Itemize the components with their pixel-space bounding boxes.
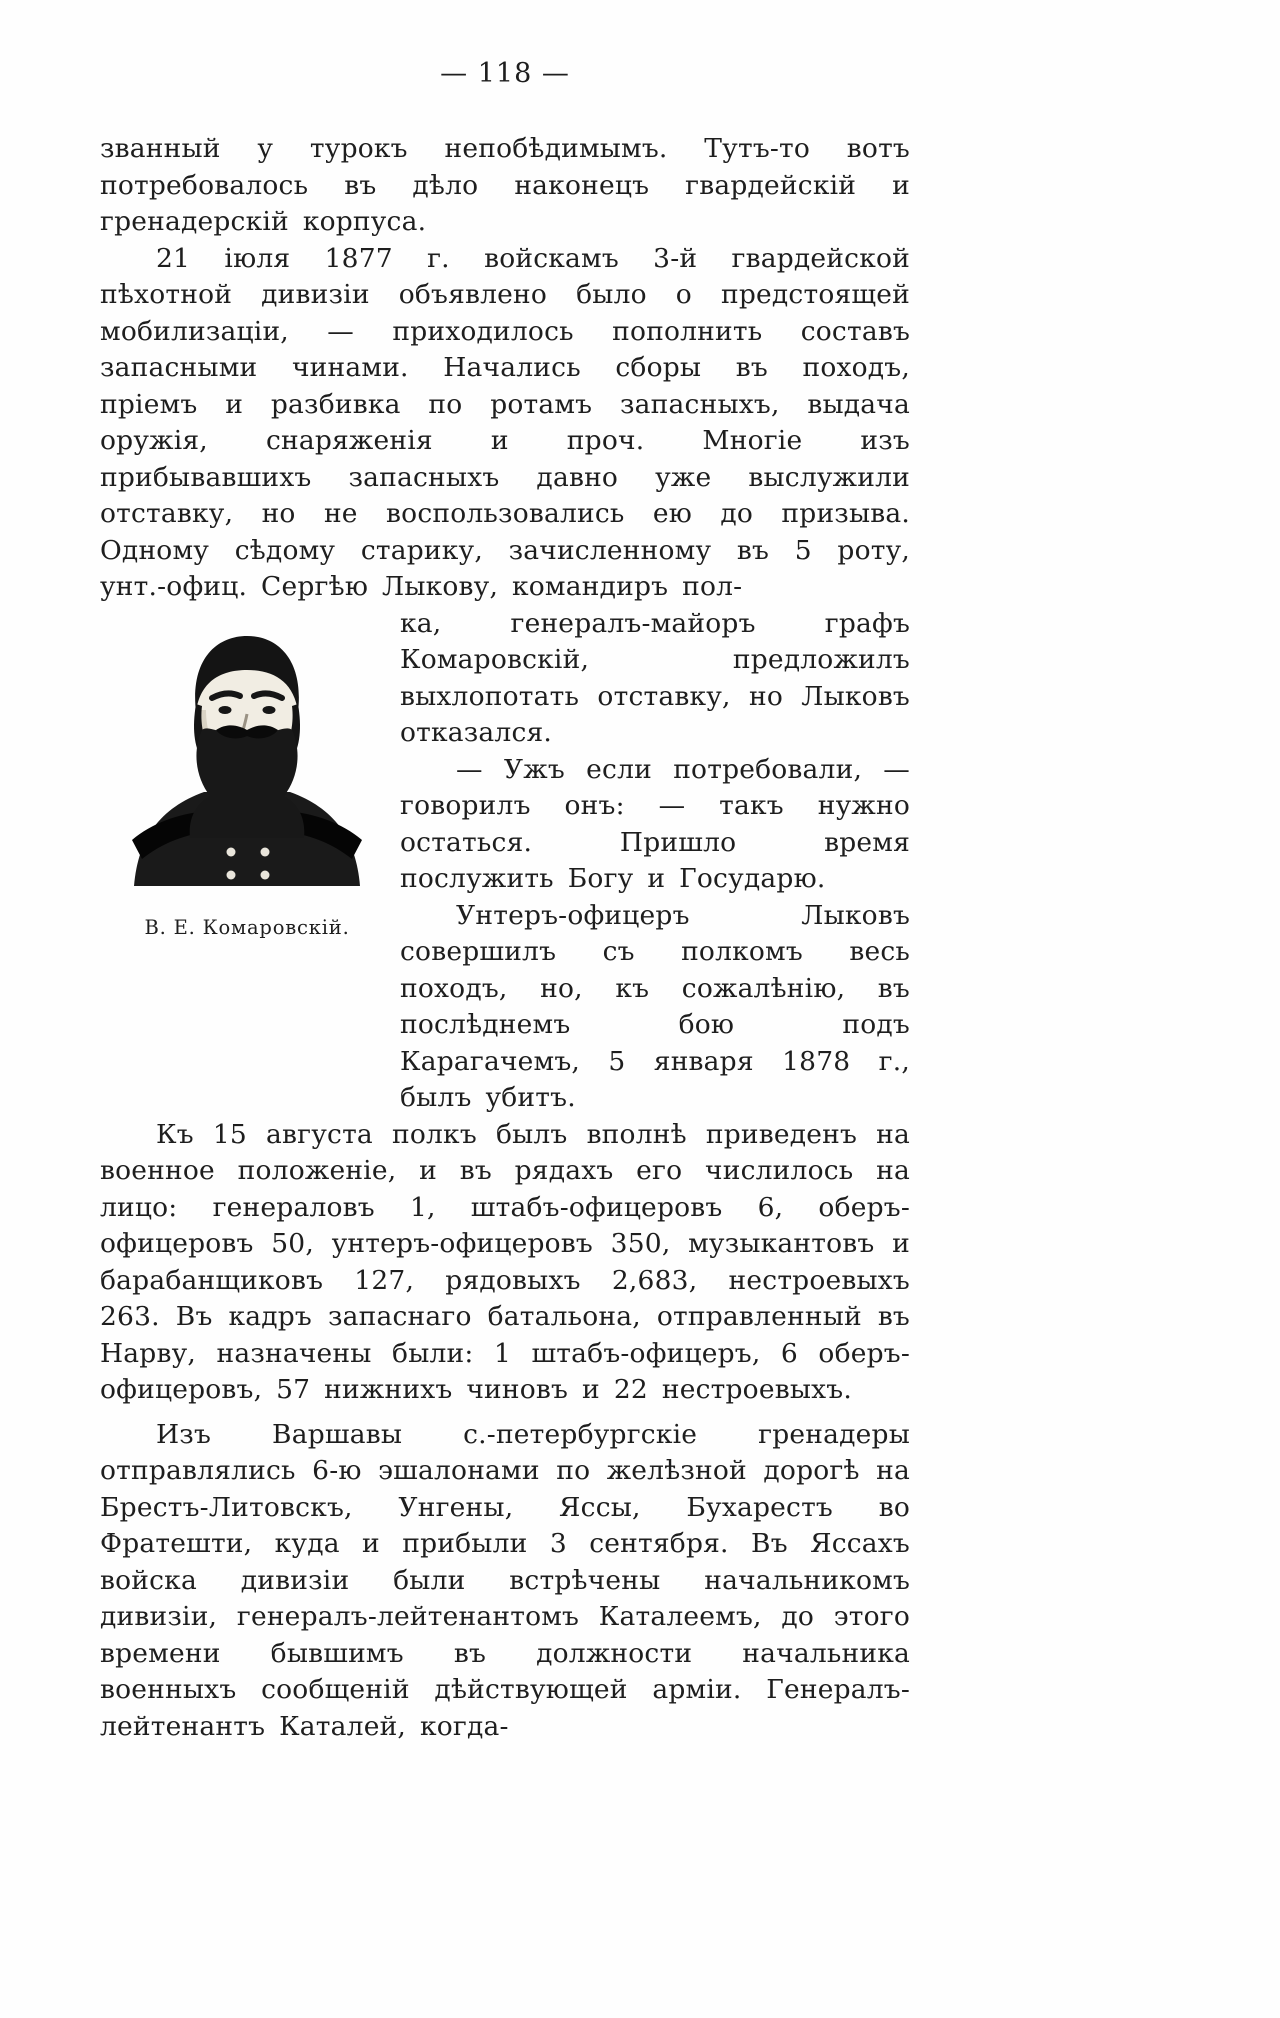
paragraph-dialogue: — Ужъ если потребовали, — говорилъ онъ: — такъ нужно остаться. Пришло время послужить Богу и Государю. [400, 753, 910, 894]
paragraph-mobilization: 21 іюля 1877 г. войскамъ 3-й гвардейской пѣхотной дивизіи объявлено было о предстоящей мобилизаціи, — приходилось пополнить составъ запасными чинами. Начались сборы въ походъ, пріемъ и разбивка по ротамъ запасныхъ, выдача оружія, снаряженія и проч. Многіе изъ прибывавшихъ запасныхъ давно уже выслужили отставку, но не воспользовались ею до призыва. Одному сѣдому старику, зачисленному въ 5 роту, унт.-офиц. Сергѣю Лыкову, командиръ пол- [100, 242, 910, 602]
portrait-figure [100, 606, 400, 939]
paragraph-regiment-strength: Къ 15 августа полкъ былъ вполнѣ приведенъ на военное положеніе, и въ рядахъ его числилось на лицо: генераловъ 1, штабъ-офицеровъ 6, оберъ-офицеровъ 50, унтеръ-офицеровъ 350, музыкантовъ и барабанщиковъ 127, рядовыхъ 2,683, нестроевыхъ 263. Въ кадръ запаснаго батальона, отправленный въ Нарву, назначены были: 1 штабъ-офицеръ, 6 оберъ-офицеровъ, 57 нижнихъ чиновъ и 22 нестроевыхъ. [100, 1118, 910, 1405]
paragraph-komarovsky-continued: ка, генералъ-майоръ графъ Комаровскій, предложилъ выхлопотать отставку, но Лыковъ отказался. [400, 607, 910, 748]
figure-and-text-row [100, 606, 910, 1117]
portrait-engraving [112, 626, 382, 886]
paragraph-unter-officer: Унтеръ-офицеръ Лыковъ совершилъ съ полкомъ весь походъ, но, къ сожалѣнію, въ послѣднемъ бою подъ Карагачемъ, 5 января 1878 г., былъ убитъ. [400, 899, 910, 1113]
page-number: — 118 — [440, 58, 570, 89]
book-page [100, 58, 910, 1745]
portrait-image [112, 626, 382, 886]
paragraph-opening: званный у турокъ непобѣдимымъ. Тутъ-то вотъ потребовалось въ дѣло наконецъ гвардейскій и гренадерскій корпуса. [100, 133, 910, 237]
figure-caption: В. Е. Комаровскій. [144, 915, 350, 939]
paragraph-warsaw-departure: Изъ Варшавы с.-петербургскіе гренадеры отправлялись 6-ю эшалонами по желѣзной дорогѣ на Брестъ-Литовскъ, Унгены, Яссы, Бухарестъ во Фратешти, куда и прибыли 3 сентября. Въ Яссахъ войска дивизіи были встрѣчены начальникомъ дивизіи, генералъ-лейтенантомъ Каталеемъ, до этого времени бывшимъ въ должности начальника военныхъ сообщеній дѣйствующей арміи. Генералъ-лейтенантъ Каталей, когда- [100, 1418, 910, 1742]
wrapped-text-column [400, 606, 910, 1117]
